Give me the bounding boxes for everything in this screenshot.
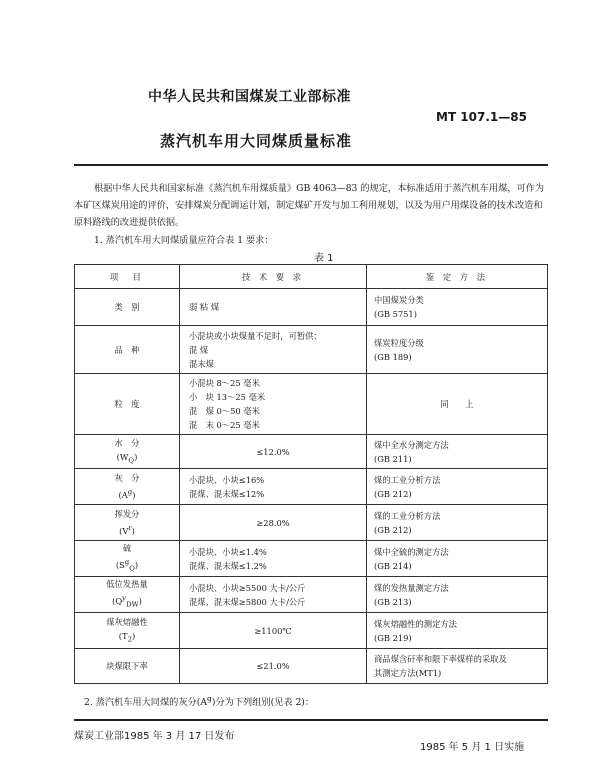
row-item: 类 别 — [75, 289, 180, 326]
row-requirement: ≥1100℃ — [180, 613, 367, 649]
row-method: 煤灰熔融性的测定方法 (GB 219) — [367, 613, 548, 649]
intro-paragraph: 根据中华人民共和国家标准《蒸汽机车用煤质量》GB 4063—83 的规定，本标准适用于蒸汽机车用煤，可作为本矿区煤炭用途的评价，安排煤炭分配调运计划，制定煤矿开发与加工利用规划，以及为用户用煤设备的技术改造和原料路线的改进提供依据。 — [74, 183, 545, 228]
row-requirement: 小混块或小块煤量不足时，可暂供： 混 煤 混末煤 — [180, 326, 367, 374]
issuing-organization: 中华人民共和国煤炭工业部标准 — [148, 89, 351, 105]
header-requirement: 技 术 要 求 — [180, 265, 367, 289]
clause-2: 2. 蒸汽机车用大同煤的灰分$(A^g)$分为下列组别(见表 2)： — [84, 694, 315, 709]
row-item: 水 分 $(W_Q)$ — [75, 435, 180, 469]
table-row — [75, 613, 548, 649]
document-title: 蒸汽机车用大同煤质量标准 — [160, 132, 353, 150]
footer-rule — [74, 719, 548, 721]
standard-code: MT 107.1—85 — [436, 110, 527, 124]
table-row — [75, 505, 548, 541]
row-method: 煤炭粒度分级 (GB 189) — [367, 326, 548, 374]
row-item: 硫 $(S^g_Q)$ — [75, 541, 180, 577]
row-item: 灰 分 $(A^g)$ — [75, 469, 180, 505]
row-method: 煤的工业分析方法 (GB 212) — [367, 469, 548, 505]
row-item: 品 种 — [75, 326, 180, 374]
table-row — [75, 326, 548, 374]
row-method: 煤的发热量测定方法 (GB 213) — [367, 577, 548, 613]
row-requirement: 弱 粘 煤 — [180, 289, 367, 326]
clause-1: 1. 蒸汽机车用大同煤质量应符合表 1 要求： — [94, 235, 274, 246]
row-item: 煤灰熔融性 $(T_2)$ — [75, 613, 180, 649]
row-method: 煤中全硫的测定方法 (GB 214) — [367, 541, 548, 577]
row-item: 粒 度 — [75, 374, 180, 435]
table-row — [75, 541, 548, 577]
row-method: 煤中全水分测定方法 (GB 211) — [367, 435, 548, 469]
effective-date: 1985 年 5 月 1 日实施 — [420, 742, 525, 753]
header-rule — [74, 164, 548, 166]
row-method: 同 上 — [367, 374, 548, 435]
table-row — [75, 289, 548, 326]
row-requirement: 小混块、小块≥5500 大卡/公斤 混煤、混末煤≥5800 大卡/公斤 — [180, 577, 367, 613]
row-item: 低位发热量 $(Q^y_{DW})$ — [75, 577, 180, 613]
row-item: 块煤限下率 — [75, 649, 180, 684]
table-row — [75, 649, 548, 684]
row-method: 中国煤炭分类 (GB 5751) — [367, 289, 548, 326]
table-header-row — [75, 265, 548, 289]
table-row — [75, 435, 548, 469]
row-requirement: ≥28.0% — [180, 505, 367, 541]
row-method: 煤的工业分析方法 (GB 212) — [367, 505, 548, 541]
table-caption: 表 1 — [314, 253, 334, 264]
row-requirement: ≤21.0% — [180, 649, 367, 684]
row-item: 挥发分 $(V^r)$ — [75, 505, 180, 541]
table-row — [75, 374, 548, 435]
row-requirement: ≤12.0% — [180, 435, 367, 469]
row-requirement: 小混块 8～25 毫米 小 块 13～25 毫米 混 煤 0～50 毫米 混 末 0～25 毫米 — [180, 374, 367, 435]
table-row — [75, 577, 548, 613]
quality-spec-table — [74, 264, 548, 684]
header-method: 鉴 定 方 法 — [367, 265, 548, 289]
row-requirement: 小混块、小块≤16% 混煤、混末煤≤12% — [180, 469, 367, 505]
header-item: 项 目 — [75, 265, 180, 289]
row-method: 商品煤含矸率和限下率煤样的采取及 其测定方法(MT1) — [367, 649, 548, 684]
issue-date: 煤炭工业部1985 年 3 月 17 日发布 — [74, 731, 235, 742]
row-requirement: 小混块、小块≤1.4% 混煤、混末煤≤1.2% — [180, 541, 367, 577]
table-row — [75, 469, 548, 505]
